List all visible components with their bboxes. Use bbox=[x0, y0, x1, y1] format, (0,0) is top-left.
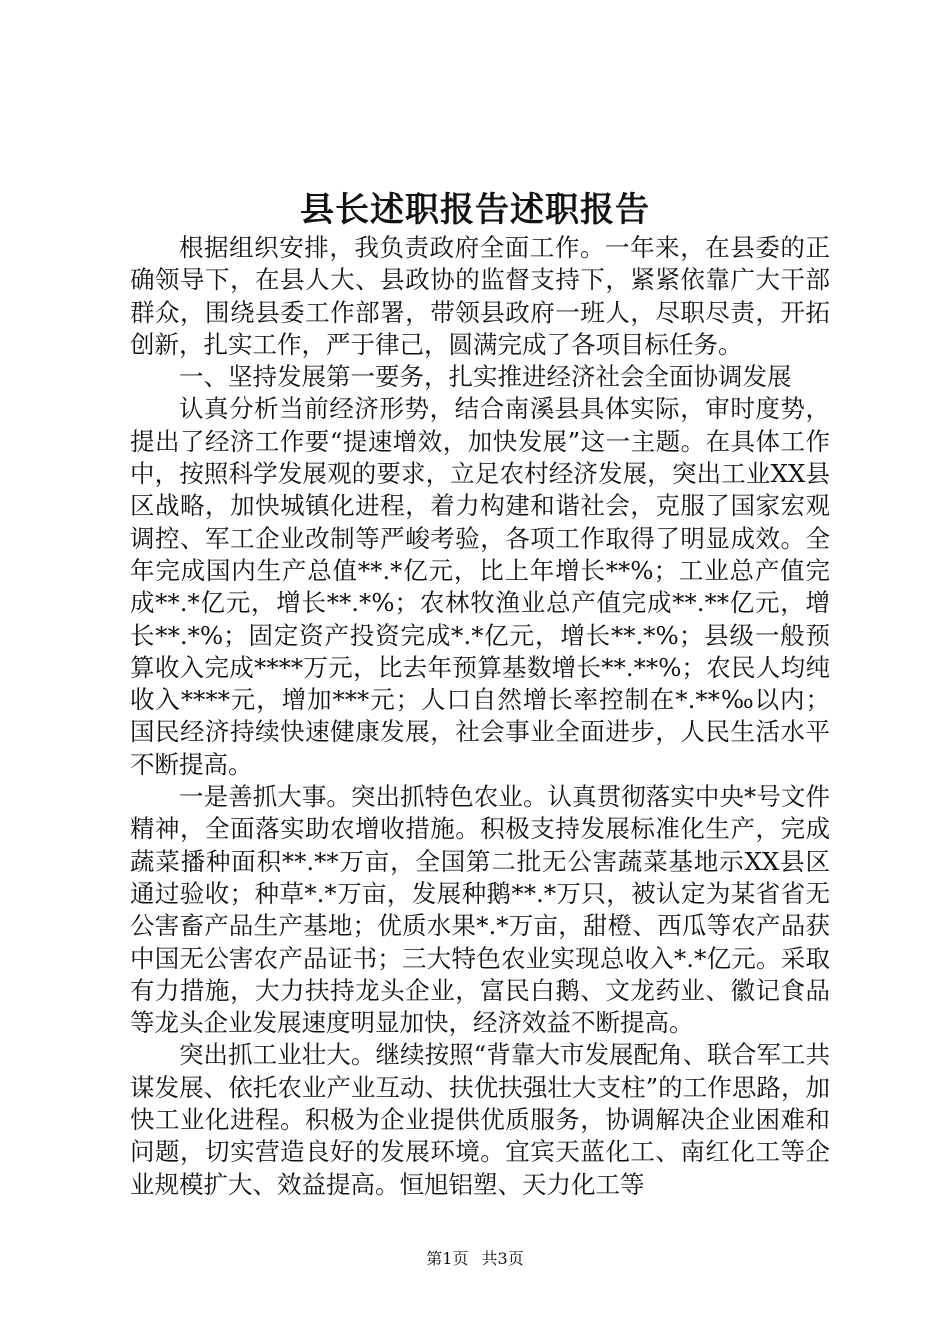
page-title: 县长述职报告述职报告 bbox=[300, 190, 650, 230]
page-footer bbox=[0, 1246, 950, 1269]
paragraph-economy: 认真分析当前经济形势，结合南溪县具体实际，审时度势，提出了经济工作要“提速增效，加快发展”这一主题。在具体工作中，按照科学发展观的要求，立足农村经济发展，突出工业XX县区战略，加快城镇化进程，着力构建和谐社会，克服了国家宏观调控、军工企业改制等严峻考验，各项工作取得了明显成效。全年完成国内生产总值**.*亿元，比上年增长**%；工业总产值完成**.*亿元，增长**.*%；农林牧渔业总产值完成**.**亿元，增长**.*%；固定资产投资完成*.*亿元，增长**.*%；县级一般预算收入完成****万元，比去年预算基数增长**.**%；农民人均纯收入****元，增加***元；人口自然增长率控制在*.**‰以内；国民经济持续快速健康发展，社会事业全面进步，人民生活水平不断提高。 bbox=[130, 394, 830, 779]
section-heading: 一、坚持发展第一要务，扎实推进经济社会全面协调发展 bbox=[179, 362, 792, 392]
page-total: 共3页 bbox=[481, 1249, 524, 1268]
paragraph-agriculture: 一是善抓大事。突出抓特色农业。认真贯彻落实中央*号文件精神，全面落实助农增收措施。积极支持发展标准化生产，完成蔬菜播种面积**.**万亩，全国第二批无公害蔬菜基地示XX县区通过验收；种草*.*万亩，发展种鹅**.*万只，被认定为某省省无公害畜产品生产基地；优质水果*.*万亩，甜橙、西瓜等农产品获中国无公害农产品证书；三大特色农业实现总收入*.*亿元。采取有力措施，大力扶持龙头企业，富民白鹅、文龙药业、徽记食品等龙头企业发展速度明显加快，经济效益不断提高。 bbox=[130, 782, 830, 1038]
paragraph-industry: 突出抓工业壮大。继续按照“背靠大市发展配角、联合军工共谋发展、依托农业产业互动、扶优扶强壮大支柱”的工作思路，加快工业化进程。积极为企业提供优质服务，协调解决企业困难和问题，切实营造良好的发展环境。宜宾天蓝化工、南红化工等企业规模扩大、效益提高。恒旭铝塑、天力化工等 bbox=[130, 1040, 830, 1199]
paragraph-intro: 根据组织安排，我负责政府全面工作。一年来，在县委的正确领导下，在县人大、县政协的监督支持下，紧紧依靠广大干部群众，围绕县委工作部署，带领县政府一班人，尽职尽责，开拓创新，扎实工作，严于律己，圆满完成了各项目标任务。 bbox=[130, 233, 830, 359]
page-number: 第1页 bbox=[426, 1249, 469, 1268]
document-body bbox=[130, 232, 830, 1201]
